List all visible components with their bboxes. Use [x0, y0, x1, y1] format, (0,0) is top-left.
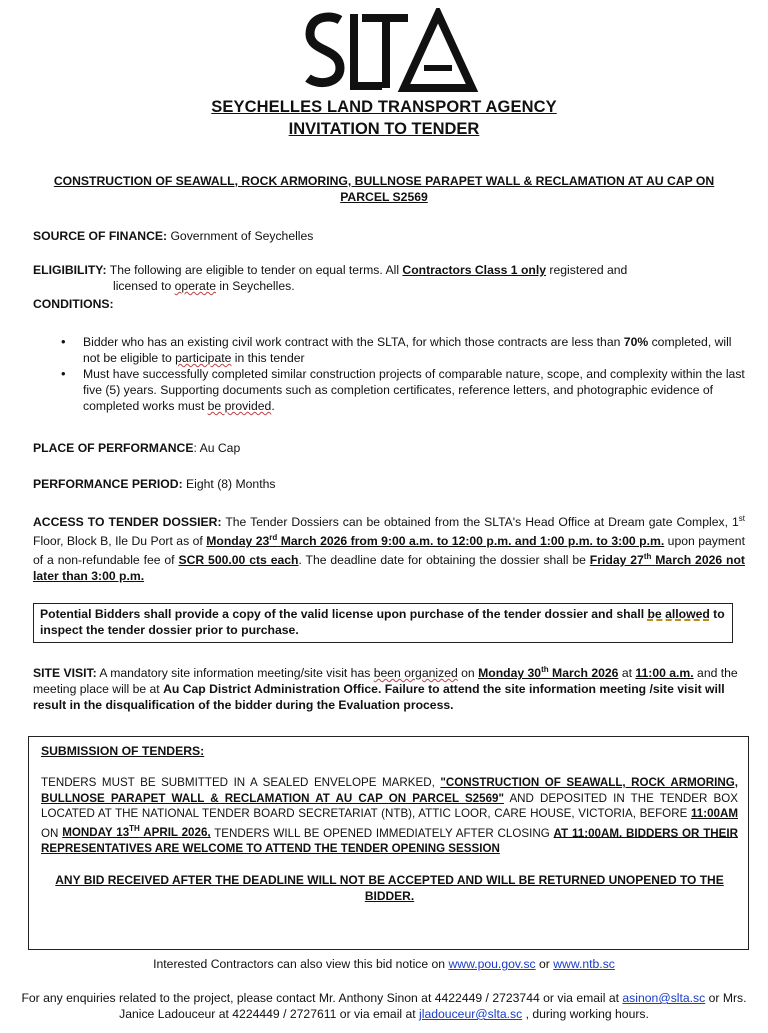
contractors-class: Contractors Class 1 only: [402, 263, 547, 277]
access-text-3: upon payment of a non-refundable fee of: [33, 534, 745, 568]
submission-title: SUBMISSION OF TENDERS:: [41, 744, 205, 758]
notice-text-2: to inspect the tender dossier prior to purchase.: [40, 607, 725, 637]
site-text-4: and the meeting place will be at: [33, 666, 738, 697]
source-value: Government of Seychelles: [167, 229, 314, 243]
eligibility-text: The following are eligible to tender on equal terms. All: [106, 263, 403, 277]
performance-period: [33, 476, 745, 492]
condition-1-text: Bidder who has an existing civil work contract with the SLTA, for which those contracts are less than: [83, 335, 624, 349]
license-notice-box: [33, 603, 733, 643]
access-text-4: . The deadline date for obtaining the dossier shall be: [298, 553, 590, 568]
conditions-list: [55, 334, 747, 414]
place-value: : Au Cap: [193, 441, 241, 455]
notice-text-1: Potential Bidders shall provide a copy of the valid license upon purchase of the tender dossier and shall: [40, 607, 648, 621]
submission-text-1: TENDERS MUST BE SUBMITTED IN A SEALED ENVELOPE MARKED,: [41, 776, 441, 789]
access-date-1-b: March 2026 from 9:00 a.m. to 12:00 p.m. and 1:00 p.m. to 3:00 p.m.: [277, 534, 665, 549]
list-item: [55, 366, 747, 414]
access-date-1-a: Monday 23: [206, 534, 270, 549]
site-label: SITE VISIT:: [33, 666, 97, 681]
site-text-3: at: [618, 666, 636, 681]
contact-text-3: , during working hours.: [522, 1007, 649, 1021]
eligibility: [33, 262, 745, 294]
submission-date-a: MONDAY 13: [62, 826, 130, 840]
organized-word: been organized: [373, 666, 458, 681]
site-date-b: March 2026: [548, 666, 619, 681]
submission-date-b: APRIL 2026,: [139, 826, 211, 840]
eligibility-line2-b: in Seychelles.: [216, 279, 295, 293]
envelope-marking: "CONSTRUCTION OF SEAWALL, ROCK ARMORING, BULLNOSE PARAPET WALL & RECLAMATION AT AU CAP ON PARCEL S2569": [41, 776, 738, 805]
project-title: CONSTRUCTION OF SEAWALL, ROCK ARMORING, BULLNOSE PARAPET WALL & RECLAMATION AT AU CAP ON PARCEL S2569: [53, 174, 715, 204]
submission-time: 11:00AM: [690, 807, 738, 820]
submission-text-3: ON: [41, 826, 63, 840]
view-text-1: Interested Contractors can also view this bid notice on: [153, 957, 449, 971]
eligibility-text-2: registered and: [546, 263, 628, 277]
access-deadline-b: March 2026 not later than 3:00 p.m.: [33, 553, 745, 584]
ntb-link[interactable]: www.ntb.sc: [553, 957, 615, 971]
submission-closing: AT 11:00AM. BIDDERS OR THEIR REPRESENTATIVES ARE WELCOME TO ATTEND THE TENDER OPENING SESSION: [41, 826, 738, 855]
contact-info: [20, 990, 748, 1022]
superscript-th: th: [541, 665, 549, 674]
access-to-dossier: [33, 511, 745, 584]
site-bold-text: Au Cap District Administration Office. Failure to attend the site information meeting /site visit will result in the disqualification of the bidder during the Evaluation process.: [33, 682, 725, 713]
late-bid-warning: ANY BID RECEIVED AFTER THE DEADLINE WILL NOT BE ACCEPTED AND WILL BE RETURNED UNOPENED TO THE BIDDER.: [55, 873, 724, 904]
eligibility-label: ELIGIBILITY:: [33, 263, 107, 277]
email-link-sinon[interactable]: asinon@slta.sc: [622, 991, 706, 1005]
condition-2-end: .: [271, 399, 275, 413]
email-link-ladouceur[interactable]: jladouceur@slta.sc: [419, 1007, 523, 1021]
access-text-1: The Tender Dossiers can be obtained from the SLTA's Head Office at Dream gate Complex, 1: [221, 515, 739, 530]
participate-word: participate: [175, 351, 232, 365]
list-item: [55, 334, 747, 366]
condition-1-text-2: completed, will not be eligible to: [83, 335, 732, 365]
source-of-finance: [33, 228, 745, 244]
contact-text-1: For any enquiries related to the project, please contact Mr. Anthony Sinon at 4422449 / 2723744 or via email at: [21, 991, 623, 1005]
period-label: PERFORMANCE PERIOD:: [33, 477, 183, 491]
source-label: SOURCE OF FINANCE:: [33, 229, 168, 243]
dossier-fee: SCR 500.00 cts each: [178, 553, 299, 568]
site-date: [478, 666, 618, 680]
view-text-2: or: [535, 957, 554, 971]
eligibility-line2: [33, 279, 295, 293]
submission-date: [62, 826, 210, 839]
site-time: 11:00 a.m.: [635, 666, 694, 681]
condition-1-percent: 70%: [623, 335, 649, 349]
superscript-st: st: [738, 514, 745, 523]
access-date-1: [206, 534, 664, 548]
period-value: Eight (8) Months: [182, 477, 276, 491]
submission-body: [41, 775, 738, 856]
superscript-th: TH: [129, 824, 140, 834]
site-date-a: Monday 30: [478, 666, 542, 681]
site-text-1: A mandatory site information meeting/site visit has: [96, 666, 374, 681]
document-title: INVITATION TO TENDER: [288, 120, 480, 138]
operate-word: operate: [174, 279, 216, 293]
agency-name: SEYCHELLES LAND TRANSPORT AGENCY: [211, 98, 557, 116]
conditions-label: CONDITIONS:: [33, 297, 114, 311]
eligibility-line2-a: licensed to: [113, 279, 175, 293]
view-notice-line: [0, 957, 768, 971]
submission-box: [28, 736, 749, 950]
slta-logo: [300, 8, 478, 94]
access-label: ACCESS TO TENDER DOSSIER:: [33, 515, 222, 530]
place-of-performance: [33, 440, 745, 456]
submission-text-4: TENDERS WILL BE OPENED IMMEDIATELY AFTER CLOSING: [210, 826, 554, 840]
slta-logo-graphic: [300, 8, 478, 94]
pou-link[interactable]: www.pou.gov.sc: [448, 957, 536, 971]
contact-text-2: or Mrs. Janice Ladouceur at 4224449 / 2727611 or via email at: [119, 991, 747, 1021]
site-text-2: on: [457, 666, 479, 681]
site-visit: [33, 662, 745, 713]
condition-1-text-3: in this tender: [231, 351, 305, 365]
access-deadline-a: Friday 27: [589, 553, 644, 568]
submission-text-2: AND DEPOSITED IN THE TENDER BOX LOCATED AT THE NATIONAL TENDER BOARD SECRETARIAT (NTB), ATTIC LOOR, CARE HOUSE, VICTORIA, BEFORE: [41, 791, 738, 820]
superscript-rd: rd: [269, 533, 278, 543]
superscript-th: th: [643, 552, 652, 562]
conditions-heading: [33, 296, 745, 312]
condition-2-text: Must have successfully completed similar construction projects of comparable nature, scope, and complexity within the last five (5) years. Supporting documents such as completion certificates, reference letters, and photographic evidence of completed works must: [83, 367, 745, 413]
place-label: PLACE OF PERFORMANCE: [33, 441, 194, 455]
access-text-2: Floor, Block B, Ile Du Port as of: [33, 534, 207, 549]
notice-allowed: be allowed: [647, 607, 710, 621]
provided-word: be provided: [207, 399, 272, 413]
